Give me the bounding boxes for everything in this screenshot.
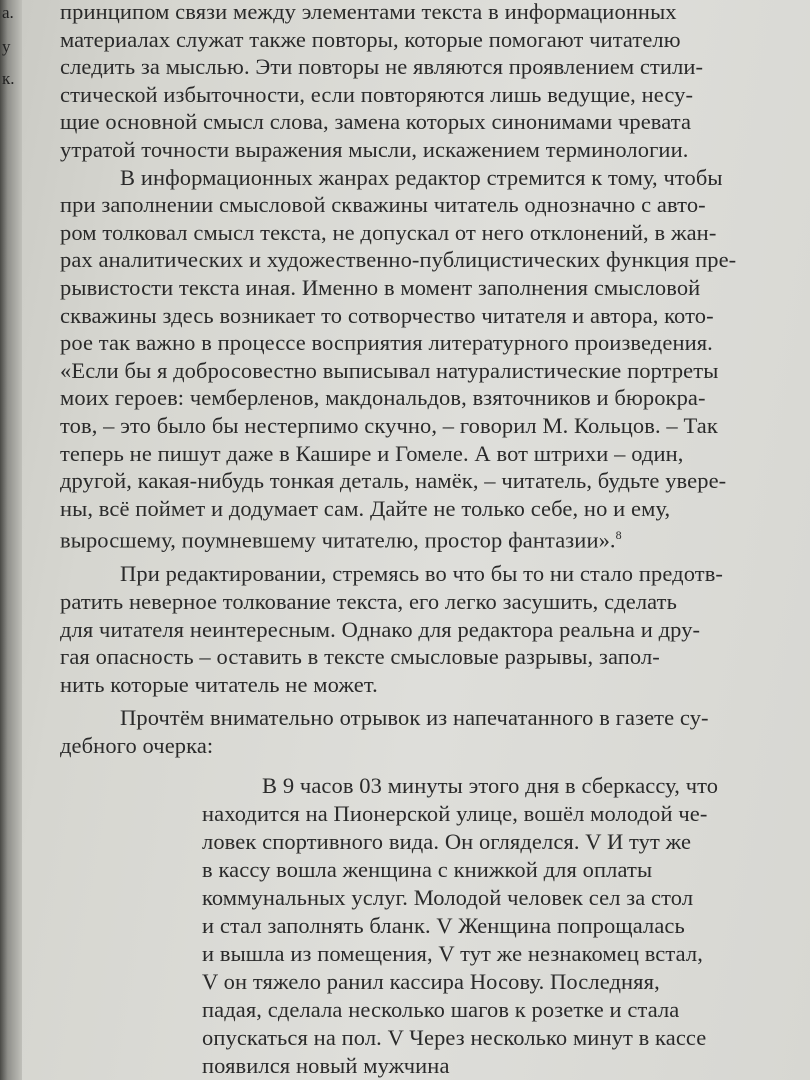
paragraph	[60, 704, 800, 759]
text-line: и стал заполнять бланк. V Женщина попрощалась	[202, 912, 685, 938]
text-line: принципом связи между элементами текста в информационных	[60, 0, 677, 24]
adjacent-page-edge	[0, 0, 22, 1080]
margin-fragment: а.	[2, 3, 14, 22]
text-line: щие основной смысл слова, замена которых синонимами чревата	[60, 109, 692, 135]
text-line: Прочтём внимательно отрывок из напечатанного в газете су-	[120, 705, 709, 731]
text-line: выросшему, поумневшему читателю, простор фантазии».$^8$	[60, 527, 622, 553]
text-line: следить за мыслью. Эти повторы не являются проявлением стили-	[60, 54, 704, 80]
text-line: рах аналитических и художественно-публицистических функция пре-	[60, 247, 737, 273]
text-line: для читателя неинтересным. Однако для редактора реальна и дру-	[60, 616, 701, 642]
text-line: стической избыточности, если повторяются лишь ведущие, несу-	[60, 81, 694, 107]
text-line: и вышла из помещения, V тут же незнакомец встал,	[202, 940, 703, 966]
text-line: в кассу вошла женщина с книжкой для оплаты	[202, 856, 653, 882]
footnote-marker: 8	[615, 528, 622, 543]
text-line: рое так важно в процессе восприятия литературного произведения.	[60, 330, 713, 356]
text-line: опускаться на пол. V Через несколько минут в кассе	[202, 1024, 707, 1050]
paragraph	[60, 164, 800, 555]
text-line: теперь не пишут даже в Кашире и Гомеле. А вот штрихи – один,	[60, 440, 684, 466]
quote-text	[202, 772, 762, 1080]
margin-fragment: к.	[2, 69, 15, 88]
text-line: тов, – это было бы нестерпимо скучно, – говорил М. Кольцов. – Так	[60, 412, 718, 438]
text-line: падая, сделала несколько шагов к розетке и стала	[202, 996, 680, 1022]
paragraph	[60, 0, 800, 164]
text-line: материалах служат также повторы, которые помогают читателю	[60, 26, 681, 52]
text-line: находится на Пионерской улице, вошёл молодой че-	[202, 800, 708, 826]
text-line: при заполнении смысловой скважины читатель однозначно с авто-	[60, 192, 706, 218]
book-page	[60, 0, 800, 1080]
text-line: рывистости текста иная. Именно в момент заполнения смысловой	[60, 274, 701, 300]
text-line: гая опасность – оставить в тексте смысловые разрывы, запол-	[60, 644, 660, 670]
margin-fragment: у	[2, 37, 11, 56]
text-line: утратой точности выражения мысли, искажением терминологии.	[60, 136, 689, 162]
text-line: моих героев: чемберленов, макдональдов, взяточников и бюрокра-	[60, 385, 706, 411]
text-line: появился новый мужчина	[202, 1052, 450, 1078]
text-line: ром толковал смысл текста, не допускал от него отклонений, в жан-	[60, 219, 717, 245]
text-line: «Если бы я добросовестно выписывал натуралистические портреты	[60, 357, 719, 383]
text-line: При редактировании, стремясь во что бы то ни стало предотв-	[120, 561, 724, 587]
text-line: V он тяжело ранил кассира Носову. Последняя,	[202, 968, 660, 994]
text-line: ратить неверное толкование текста, его легко засушить, сделать	[60, 588, 677, 614]
text-line: дебного очерка:	[60, 732, 214, 758]
text-line: другой, какая-нибудь тонкая деталь, намёк, – читатель, будьте увере-	[60, 468, 727, 494]
text-line: ловек спортивного вида. Он огляделся. V И тут же	[202, 828, 692, 854]
text-line: В информационных жанрах редактор стремится к тому, чтобы	[120, 164, 723, 190]
text-line: скважины здесь возникает то сотворчество читателя и автора, кото-	[60, 302, 714, 328]
paragraph	[60, 560, 800, 698]
text-line: В 9 часов 03 минуты этого дня в сберкассу, что	[262, 772, 719, 798]
text-line: нить которые читатель не может.	[60, 671, 378, 697]
text-line: ны, всё поймет и додумает сам. Дайте не только себе, но и ему,	[60, 495, 671, 521]
quoted-excerpt	[60, 772, 762, 1080]
text-line: коммунальных услуг. Молодой человек сел за стол	[202, 884, 694, 910]
